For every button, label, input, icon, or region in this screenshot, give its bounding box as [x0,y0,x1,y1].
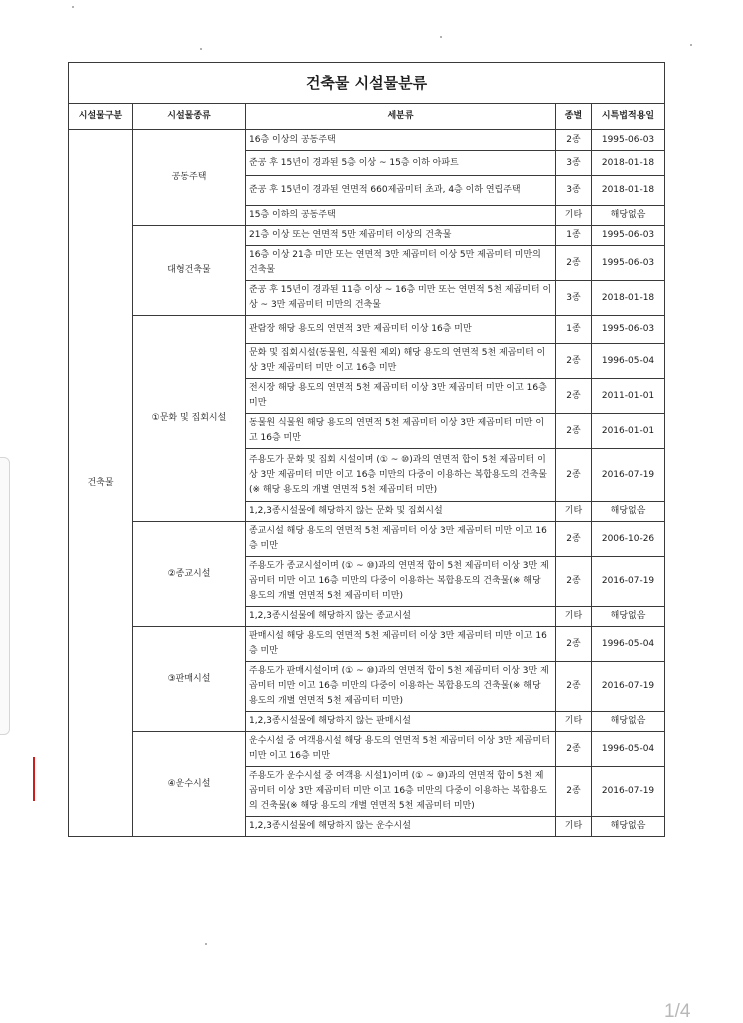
subcategory-cell: 1,2,3종시설물에 해당하지 않는 운수시설 [246,817,556,837]
header-subcategory: 세분류 [246,104,556,130]
effective-date-cell: 1995-06-03 [592,316,665,344]
side-scroll-handle[interactable] [0,457,10,735]
effective-date-cell: 2006-10-26 [592,522,665,557]
effective-date-cell: 해당없음 [592,206,665,226]
red-mark [33,757,35,801]
facility-type-cell: ④운수시설 [133,732,246,837]
facility-classification-table [68,62,665,837]
subcategory-cell: 주용도가 운수시설 중 여객용 시설1)이며 (① ~ ⑩)과의 연면적 합이 5천 제곱미터 이상 3만 제곱미터 미만 이고 16층 미만의 다중이 이용하는 복합용도의 건축물(※ 해당 용도의 개별 연면적 5천 제곱미터 미만) [246,767,556,817]
facility-type-cell: 공동주택 [133,130,246,226]
subcategory-cell: 준공 후 15년이 경과된 11층 이상 ~ 16층 미만 또는 연면적 5천 제곱미터 이상 ~ 3만 제곱미터 미만의 건축물 [246,281,556,316]
grade-cell: 2종 [556,522,592,557]
subcategory-cell: 1,2,3종시설물에 해당하지 않는 종교시설 [246,607,556,627]
subcategory-cell: 1,2,3종시설물에 해당하지 않는 판매시설 [246,712,556,732]
facility-division-cell: 건축물 [69,130,133,837]
effective-date-cell: 해당없음 [592,817,665,837]
grade-cell: 기타 [556,502,592,522]
header-facility-type: 시설물종류 [133,104,246,130]
grade-cell: 3종 [556,176,592,206]
grade-cell: 기타 [556,206,592,226]
facility-type-cell: ②종교시설 [133,522,246,627]
grade-cell: 2종 [556,449,592,502]
facility-type-cell: 대형건축물 [133,226,246,316]
grade-cell: 2종 [556,767,592,817]
subcategory-cell: 문화 및 집회시설(동물원, 식물원 제외) 해당 용도의 연면적 5천 제곱미터 이상 3만 제곱미터 미만 이고 16층 미만 [246,344,556,379]
grade-cell: 2종 [556,414,592,449]
grade-cell: 3종 [556,151,592,176]
effective-date-cell: 2016-07-19 [592,557,665,607]
table-row [69,522,665,557]
effective-date-cell: 1995-06-03 [592,246,665,281]
subcategory-cell: 1,2,3종시설물에 해당하지 않는 문화 및 집회시설 [246,502,556,522]
effective-date-cell: 2016-07-19 [592,449,665,502]
subcategory-cell: 주용도가 판매시설이며 (① ~ ⑩)과의 연면적 합이 5천 제곱미터 이상 3만 제곱미터 미만 이고 16층 미만의 다중이 이용하는 복합용도의 건축물(※ 해당 용도의 개별 연면적 5천 제곱미터 미만) [246,662,556,712]
effective-date-cell: 1996-05-04 [592,344,665,379]
grade-cell: 기타 [556,817,592,837]
grade-cell: 2종 [556,662,592,712]
grade-cell: 2종 [556,246,592,281]
grade-cell: 2종 [556,627,592,662]
header-facility-division: 시설물구분 [69,104,133,130]
facility-type-cell: ③판매시설 [133,627,246,732]
effective-date-cell: 1995-06-03 [592,130,665,151]
subcategory-cell: 판매시설 해당 용도의 연면적 5천 제곱미터 이상 3만 제곱미터 미만 이고 16층 미만 [246,627,556,662]
grade-cell: 2종 [556,732,592,767]
table-row [69,627,665,662]
grade-cell: 2종 [556,130,592,151]
subcategory-cell: 전시장 해당 용도의 연면적 5천 제곱미터 이상 3만 제곱미터 미만 이고 16층 미만 [246,379,556,414]
header-effective-date: 시특법적용일 [592,104,665,130]
subcategory-cell: 준공 후 15년이 경과된 연면적 660제곱미터 초과, 4층 이하 연립주택 [246,176,556,206]
table-row [69,226,665,246]
effective-date-cell: 1996-05-04 [592,732,665,767]
subcategory-cell: 16층 이상의 공동주택 [246,130,556,151]
grade-cell: 3종 [556,281,592,316]
subcategory-cell: 종교시설 해당 용도의 연면적 5천 제곱미터 이상 3만 제곱미터 미만 이고 16층 미만 [246,522,556,557]
page-indicator: 1/4 [664,1001,691,1022]
effective-date-cell: 1996-05-04 [592,627,665,662]
effective-date-cell: 2018-01-18 [592,176,665,206]
table-row [69,732,665,767]
effective-date-cell: 2018-01-18 [592,281,665,316]
grade-cell: 1종 [556,316,592,344]
subcategory-cell: 16층 이상 21층 미만 또는 연면적 3만 제곱미터 이상 5만 제곱미터 미만의 건축물 [246,246,556,281]
header-grade: 종별 [556,104,592,130]
effective-date-cell: 1995-06-03 [592,226,665,246]
grade-cell: 2종 [556,344,592,379]
subcategory-cell: 동물원 식물원 해당 용도의 연면적 5천 제곱미터 이상 3만 제곱미터 미만 이고 16층 미만 [246,414,556,449]
effective-date-cell: 해당없음 [592,607,665,627]
table-row [69,130,665,151]
grade-cell: 1종 [556,226,592,246]
document-title: 건축물 시설물분류 [69,63,665,104]
subcategory-cell: 운수시설 중 여객용시설 해당 용도의 연면적 5천 제곱미터 이상 3만 제곱미터 미만 이고 16층 미만 [246,732,556,767]
effective-date-cell: 해당없음 [592,502,665,522]
facility-type-cell: ①문화 및 집회시설 [133,316,246,522]
effective-date-cell: 2016-01-01 [592,414,665,449]
effective-date-cell: 2016-07-19 [592,767,665,817]
effective-date-cell: 해당없음 [592,712,665,732]
grade-cell: 기타 [556,712,592,732]
effective-date-cell: 2018-01-18 [592,151,665,176]
subcategory-cell: 관람장 해당 용도의 연면적 3만 제곱미터 이상 16층 미만 [246,316,556,344]
effective-date-cell: 2011-01-01 [592,379,665,414]
subcategory-cell: 주용도가 종교시설이며 (① ~ ⑩)과의 연면적 합이 5천 제곱미터 이상 3만 제곱미터 미만 이고 16층 미만의 다중이 이용하는 복합용도의 건축물(※ 해당 용도의 개별 연면적 5천 제곱미터 미만) [246,557,556,607]
subcategory-cell: 준공 후 15년이 경과된 5층 이상 ~ 15층 이하 아파트 [246,151,556,176]
grade-cell: 기타 [556,607,592,627]
grade-cell: 2종 [556,557,592,607]
grade-cell: 2종 [556,379,592,414]
table-row [69,316,665,344]
header-row [69,104,665,130]
subcategory-cell: 21층 이상 또는 연면적 5만 제곱미터 이상의 건축물 [246,226,556,246]
subcategory-cell: 주용도가 문화 및 집회 시설이며 (① ~ ⑩)과의 연면적 합이 5천 제곱미터 이상 3만 제곱미터 미만 이고 16층 미만의 다중이 이용하는 복합용도의 건축물(※ 해당 용도의 개별 연면적 5천 제곱미터 미만) [246,449,556,502]
subcategory-cell: 15층 이하의 공동주택 [246,206,556,226]
effective-date-cell: 2016-07-19 [592,662,665,712]
